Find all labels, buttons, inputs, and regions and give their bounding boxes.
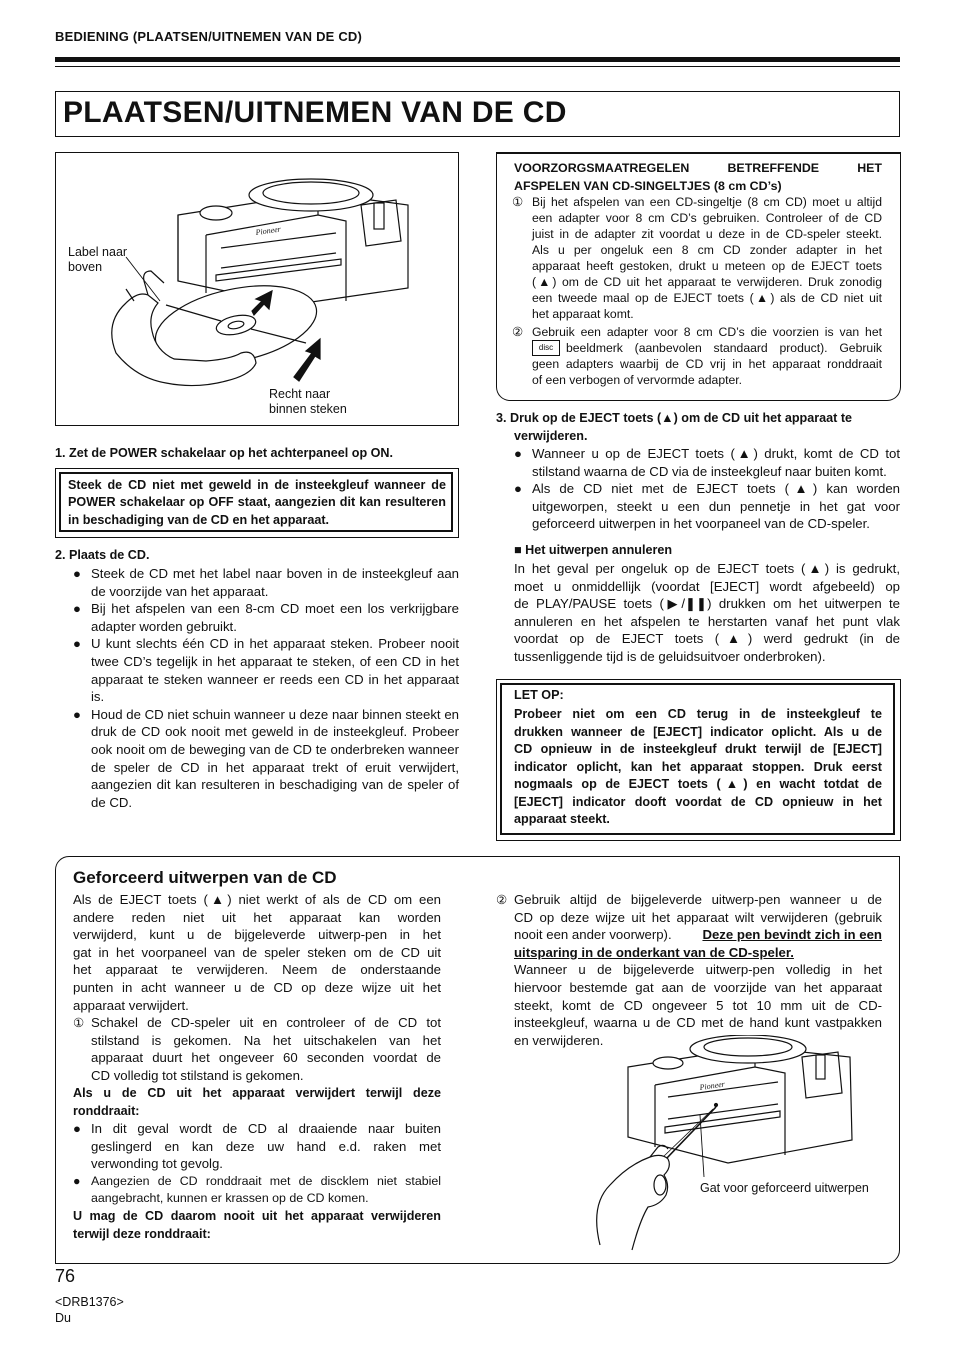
doc-code: <DRB1376> Du <box>55 1295 124 1325</box>
cd-player-insert-drawing <box>56 153 458 425</box>
label-up-text: Label naar boven <box>68 245 128 274</box>
precautions-title: VOORZORGSMAATREGELEN BETREFFENDE HET AFSPELEN VAN CD-SINGELTJES (8 cm CD’s) <box>514 161 882 193</box>
forced-intro: Als de EJECT toets (▲) niet werkt of als de CD om een andere reden niet uit het apparaat kan worden verwijderd, kunt u de bijgeleverde uitwerp-pen in het gat in het voorpaneel van de speler steken om de CD uit het apparaat te verwijderen. Neem de onderstaande punten in acht wanneer u de CD op deze wijze uit het apparaat verwijdert. <box>73 892 441 1013</box>
header-rule-thick <box>55 57 900 62</box>
warning-text: Steek de CD niet met geweld in de insteekgleuf wanneer de POWER schakelaar op OFF staat, aangezien dit kan resulteren in beschadiging van de CD en het apparaat. <box>68 478 446 527</box>
step-1: 1. Zet de POWER schakelaar op het achterpaneel op ON. <box>55 446 394 460</box>
step-2-heading: 2. Plaats de CD. <box>55 548 150 562</box>
page-number: 76 <box>55 1266 76 1286</box>
pen-location-note: Deze pen bevindt zich in een <box>702 927 882 943</box>
page-title: PLAATSEN/UITNEMEN VAN DE CD <box>63 96 567 129</box>
eject-hole-label: Gat voor geforceerd uitwerpen <box>700 1181 869 1195</box>
step-3-bullets <box>514 445 900 533</box>
pen-location-note-cont: uitsparing in de onderkant van de CD-speler. <box>514 944 794 960</box>
brand-logo-text: Pioneer <box>255 224 282 237</box>
list-item: ● Aangezien de CD ronddraait met de discklem niet stabiel aangebracht, kunnen er krassen op de CD komen. <box>73 1173 441 1206</box>
caution-heading: LET OP: <box>514 688 564 702</box>
step-2-bullets <box>73 565 459 811</box>
brand-logo-text-2: Pioneer <box>699 1079 726 1092</box>
list-item: ● Als de CD niet met de EJECT toets (▲) kan worden uitgeworpen, steekt u een dun pennetje in het gat voor geforceerd uitwerpen in het voorpaneel van de CD-speler. <box>514 481 900 532</box>
illustration-insert-cd <box>55 152 459 426</box>
step-3-heading: 3. Druk op de EJECT toets (▲) om de CD uit het apparaat te verwijderen. <box>496 411 853 443</box>
header-rule-thin <box>55 66 900 67</box>
forced-bold-2: U mag de CD daarom nooit uit het apparaat verwijderen terwijl deze ronddraait: <box>73 1209 441 1241</box>
cancel-text: In het geval per ongeluk op de EJECT toets (▲) is gedrukt, moet u onmiddellijk (voordat [EJECT] wordt afgebeeld) op de PLAY/PAUSE toets (▶/❚❚) drukken om het uitwerpen te annuleren en het afspelen te herstarten vanaf het punt vlak voordat op de EJECT toets (▲) werd gedrukt (in de tussenliggende tijd is de geluidsuitvoer onderbroken). <box>514 561 900 664</box>
forced-bold-1: Als u de CD uit het apparaat verwijdert terwijl deze ronddraait: <box>73 1086 441 1118</box>
illustration-forced-eject <box>580 1035 890 1255</box>
forced-item-2-text: Gebruik altijd de bijgeleverde uitwerp-pen wanneer u de CD op deze wijze uit het apparaat wilt verwijderen (gebruik nooit een ander voorwerp). Deze pen bevindt zich in een uitsparing in de onderkant van de CD-speler. Wanneer u de bijgeleverde uitwerp-pen volledig in het hiervoor bestemde gat aan de voorzijde van het apparaat steekt, komt de CD ongeveer 5 tot 10 mm uit de CD- insteekgleuf, waarna u de CD met de hand kunt vastpakken en verwijderen. <box>514 892 882 1048</box>
insert-straight-text: Recht naar binnen steken <box>269 387 347 416</box>
cancel-heading: ■ Het uitwerpen annuleren <box>514 543 673 557</box>
precaution-2-text: Gebruik een adapter voor 8 cm CD’s die voorzien is van het disc beeldmerk (aanbevolen standaard product). Gebruik geen adapters waarbij de CD vrij in het apparaat ronddraait of een verbogen of vervormde adapter. <box>532 325 882 387</box>
compact-disc-logo-icon: disc <box>532 340 560 356</box>
list-item: ● Bij het afspelen van een 8-cm CD moet een los verkrijgbare adapter worden gebruikt. <box>73 601 459 634</box>
forced-item-1-marker: ① <box>73 1016 85 1030</box>
forced-eject-heading: Geforceerd uitwerpen van de CD <box>73 868 337 887</box>
forced-item-2-marker: ② <box>496 893 508 907</box>
forced-bullets <box>73 1120 441 1208</box>
list-item: ● Houd de CD niet schuin wanneer u deze naar binnen steekt en druk de CD ook nooit met geweld in de insteekgleuf. Probeer ook nooit om de beweging van de CD te onderbreken wanneer de speler de CD in het apparaat trekt of eruit verwijdert, aangezien dit kan resulteren in beschadiging van de speler of de CD. <box>73 706 459 810</box>
precaution-2-marker: ② <box>512 325 524 339</box>
cd-player-eject-pin-drawing <box>580 1035 890 1255</box>
precaution-1-marker: ① <box>512 195 524 209</box>
list-item: ● Wanneer u op de EJECT toets (▲) drukt, komt de CD tot stilstand waarna de CD via de insteekgleuf naar buiten komt. <box>514 446 900 479</box>
list-item: ● In dit geval wordt de CD al draaiende naar buiten geslingerd en kan deze uw hand e.d. raken met verwonding tot gevolg. <box>73 1121 441 1172</box>
forced-item-1-text: Schakel de CD-speler uit en controleer of de CD tot stilstand is gekomen. Na het uitschakelen van het apparaat duurt het ongeveer 60 seconden voordat de CD volledig tot stilstand is gekomen. <box>91 1015 441 1083</box>
running-header: BEDIENING (PLAATSEN/UITNEMEN VAN DE CD) <box>55 29 363 44</box>
list-item: ● U kunt slechts één CD in het apparaat steken. Probeer nooit twee CD’s tegelijk in het apparaat te steken, of een CD in het apparaat te steken wanneer er reeds een CD in het apparaat is. <box>73 636 459 705</box>
list-item: ● Steek de CD met het label naar boven in de insteekgleuf aan de voorzijde van het apparaat. <box>73 566 459 599</box>
precaution-1-text: Bij het afspelen van een CD-singeltje (8 cm CD) moet u altijd een adapter voor 8 cm CD’s gebruiken. Controleer of de CD juist in de adapter zit voordat u deze in de CD-speler steekt. Als u per ongeluk een 8 cm CD zonder adapter in het apparaat heeft gestoken, drukt u meteen op de EJECT toets (▲) om de CD uit het apparaat te verwijderen. Druk zonodig een tweede maal op de EJECT toets (▲) als de CD niet uit het apparaat komt. <box>532 195 882 321</box>
caution-text: Probeer niet om een CD terug in de insteekgleuf te drukken wanneer de [EJECT] indicator oplicht. Als u de CD opnieuw in de insteekgleuf drukt terwijl de [EJECT] indicator oplicht, kan het apparaat stoppen. Druk eerst nogmaals op de EJECT toets (▲) en wacht totdat de [EJECT] indicator dooft voordat de CD opnieuw in het apparaat steekt. <box>514 707 882 826</box>
